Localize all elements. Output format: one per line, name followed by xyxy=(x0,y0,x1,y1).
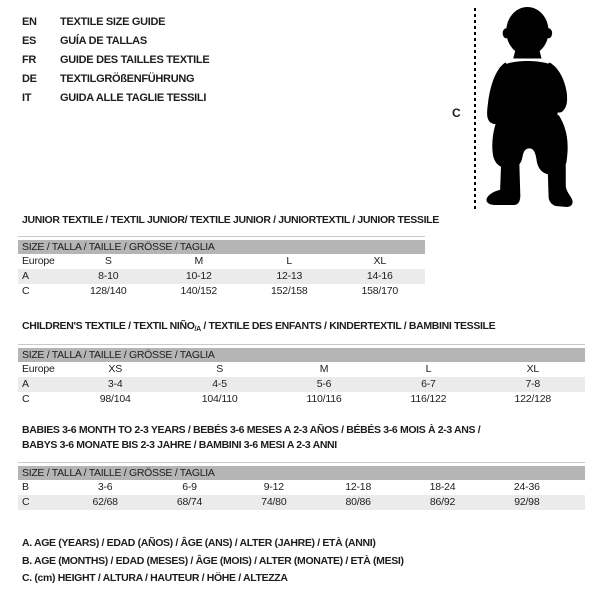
row-label-cell: C xyxy=(22,393,30,405)
row-label-cell: Europe xyxy=(22,363,55,375)
height-measure-label: C xyxy=(452,106,461,120)
table-row xyxy=(18,480,585,495)
size-cell: 8-10 xyxy=(98,270,119,282)
language-code: ES xyxy=(22,34,37,47)
size-cell: 10-12 xyxy=(185,270,212,282)
junior-table-title: JUNIOR TEXTILE / TEXTIL JUNIOR/ TEXTILE JUNIOR / JUNIORTEXTIL / JUNIOR TESSILE xyxy=(22,214,439,226)
size-cell: 7-8 xyxy=(525,378,541,390)
size-cell: XL xyxy=(526,363,540,375)
note-age-years: A. AGE (YEARS) / EDAD (AÑOS) / ÂGE (ANS) / ALTER (JAHRE) / ETÀ (ANNI) xyxy=(22,537,376,549)
row-label-cell: A xyxy=(22,270,29,282)
table-row xyxy=(18,495,585,510)
language-code: DE xyxy=(22,72,37,85)
size-cell: M xyxy=(319,363,329,375)
table-header-bar: SIZE / TALLA / TAILLE / GRÖSSE / TAGLIA xyxy=(18,466,585,480)
legend-notes xyxy=(22,535,404,588)
size-cell: 14-16 xyxy=(366,270,393,282)
size-cell: 3-6 xyxy=(97,481,113,493)
size-cell: 74/80 xyxy=(261,496,287,508)
language-code: FR xyxy=(22,53,37,66)
note-age-months: B. AGE (MONTHS) / EDAD (MESES) / ÂGE (MOIS) / ALTER (MONATE) / ETÀ (MESI) xyxy=(22,554,404,567)
size-cell: 12-13 xyxy=(276,270,303,282)
size-cell: 24-36 xyxy=(513,481,540,493)
note-height-cm: C. (cm) HEIGHT / ALTURA / HAUTEUR / HÖHE / ALTEZZA xyxy=(22,572,288,584)
row-label-cell: A xyxy=(22,378,29,390)
size-cell: 4-5 xyxy=(212,378,227,390)
size-cell: 122/128 xyxy=(514,393,552,405)
table-row xyxy=(18,269,425,284)
size-cell: 6-9 xyxy=(182,481,197,493)
language-row-en xyxy=(22,12,209,31)
children-title-subscript: /A xyxy=(194,326,201,333)
babies-table-title-line2: BABYS 3-6 MONATE BIS 2-3 JAHRE / BAMBINI 3-6 MESI A 2-3 ANNI xyxy=(22,439,337,451)
language-row-de xyxy=(22,69,209,88)
size-cell: 152/158 xyxy=(270,285,308,297)
size-cell: 6-7 xyxy=(421,378,436,390)
language-code: EN xyxy=(22,15,37,28)
size-cell: 18-24 xyxy=(429,481,456,493)
size-cell: 5-6 xyxy=(316,378,332,390)
language-title: GUIDA ALLE TAGLIE TESSILI xyxy=(60,91,207,104)
size-cell: XS xyxy=(108,363,122,375)
size-table-children xyxy=(18,344,585,407)
row-label-cell: Europe xyxy=(22,255,55,267)
size-cell: 3-4 xyxy=(107,378,123,390)
size-cell: 116/122 xyxy=(410,393,447,405)
height-figure xyxy=(440,0,600,215)
toddler-silhouette-icon xyxy=(483,6,593,208)
size-cell: L xyxy=(425,363,432,375)
table-row xyxy=(18,254,425,269)
language-row-it xyxy=(22,88,209,107)
size-cell: 12-18 xyxy=(345,481,372,493)
row-label-cell: C xyxy=(22,285,30,297)
table-row xyxy=(18,284,425,299)
children-table-title xyxy=(22,320,495,333)
size-cell: 104/110 xyxy=(201,393,238,405)
size-cell: S xyxy=(104,255,112,267)
language-code: IT xyxy=(22,91,32,104)
size-cell: XL xyxy=(373,255,386,267)
size-table-babies xyxy=(18,462,585,510)
row-label-cell: C xyxy=(22,496,30,508)
size-cell: 92/98 xyxy=(514,496,540,508)
children-title-pre: CHILDREN'S TEXTILE / TEXTIL NIÑO xyxy=(22,320,195,332)
table-row xyxy=(18,377,585,392)
size-cell: M xyxy=(194,255,204,267)
size-cell: 80/86 xyxy=(345,496,371,508)
language-title: GUÍA DE TALLAS xyxy=(60,34,147,47)
size-cell: L xyxy=(286,255,293,267)
size-cell: 62/68 xyxy=(92,496,118,508)
height-dashed-line xyxy=(474,8,476,209)
size-cell: 110/116 xyxy=(306,393,342,405)
babies-table-title-line1: BABIES 3-6 MONTH TO 2-3 YEARS / BEBÉS 3-6 MESES A 2-3 AÑOS / BÉBÉS 3-6 MOIS À 2-3 ANS / xyxy=(22,424,481,436)
table-header-bar: SIZE / TALLA / TAILLE / GRÖSSE / TAGLIA xyxy=(18,240,425,254)
language-title-list xyxy=(22,12,209,107)
size-cell: 128/140 xyxy=(89,285,127,297)
language-title: GUIDE DES TAILLES TEXTILE xyxy=(60,53,210,66)
language-title: TEXTILGRÖßENFÜHRUNG xyxy=(60,72,195,85)
row-label-cell: B xyxy=(22,481,29,493)
size-cell: 68/74 xyxy=(176,496,203,508)
size-cell: 158/170 xyxy=(361,285,399,297)
children-title-post: / TEXTILE DES ENFANTS / KINDERTEXTIL / BAMBINI TESSILE xyxy=(200,320,496,332)
table-row xyxy=(18,362,585,377)
size-cell: S xyxy=(216,363,223,375)
language-row-fr xyxy=(22,50,209,69)
size-cell: 140/152 xyxy=(180,285,218,297)
language-title: TEXTILE SIZE GUIDE xyxy=(60,15,166,28)
language-row-es xyxy=(22,31,209,50)
size-cell: 86/92 xyxy=(429,496,456,508)
table-header-bar: SIZE / TALLA / TAILLE / GRÖSSE / TAGLIA xyxy=(18,348,585,362)
table-row xyxy=(18,392,585,407)
size-cell: 9-12 xyxy=(263,481,284,493)
size-cell: 98/104 xyxy=(99,393,131,405)
size-table-junior xyxy=(18,236,425,299)
